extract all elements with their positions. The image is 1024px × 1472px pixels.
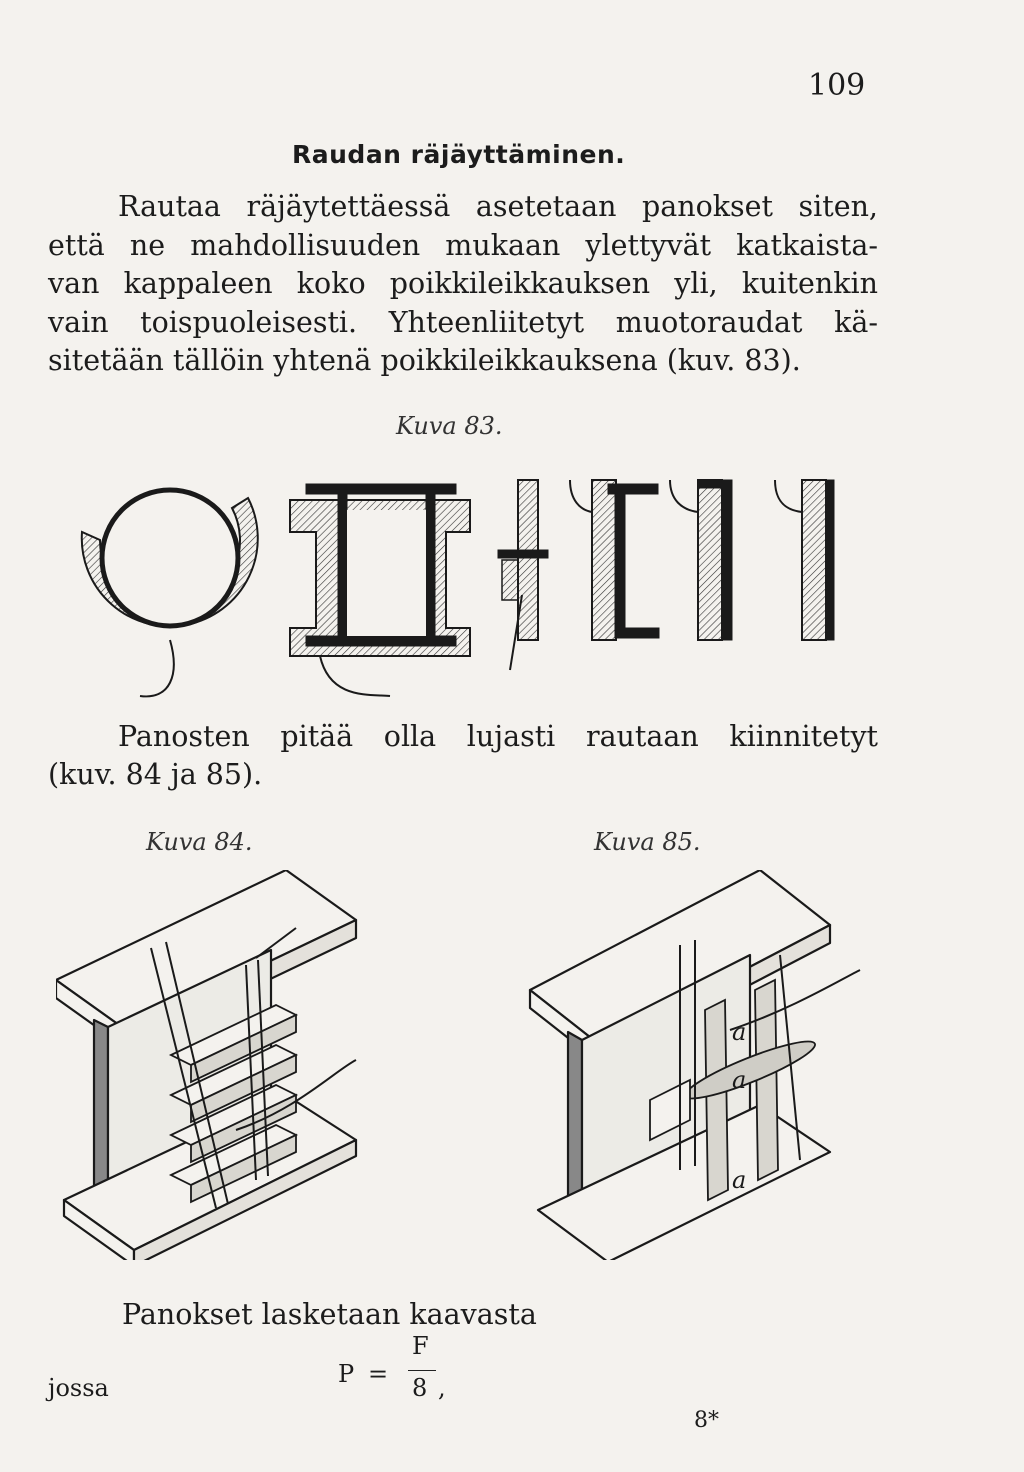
figure-85-illustration: [500, 870, 870, 1260]
i-beam-section: [570, 480, 659, 640]
figure-84-illustration: [56, 870, 376, 1260]
paragraph-1-line: vain toispuoleisesti. Yhteenliitetyt muotoraudat kä-: [48, 305, 878, 339]
figure-84-caption: Kuva 84.: [146, 828, 253, 856]
flat-bar-joint-section: [498, 480, 548, 670]
paragraph-1-line: Rautaa räjäytettäessä asetetaan panokset siten,: [118, 190, 878, 223]
label-a: a: [732, 1018, 747, 1046]
section-heading: Raudan räjäyttäminen.: [292, 140, 626, 169]
paragraph-1: [48, 188, 878, 381]
formula-lhs: P: [338, 1360, 355, 1388]
paragraph-2-line: (kuv. 84 ja 85).: [48, 758, 263, 791]
round-bar-section: [82, 490, 258, 696]
figure-85-caption: Kuva 85.: [594, 828, 701, 856]
paragraph-3: Panokset lasketaan kaavasta: [122, 1298, 537, 1331]
page-number: 109: [808, 68, 866, 103]
label-a: a: [732, 1066, 747, 1094]
paragraph-2: [48, 718, 878, 794]
fraction-bar: [408, 1370, 436, 1371]
formula-equals: =: [368, 1360, 389, 1388]
channel-section: [670, 480, 732, 640]
formula-denominator: 8: [412, 1374, 428, 1402]
angle-section: [775, 480, 834, 640]
paragraph-1-line: van kappaleen koko poikkileikkauksen yli, kuitenkin: [48, 267, 878, 300]
paragraph-2-line: Panosten pitää olla lujasti rautaan kiinnitetyt: [118, 720, 878, 753]
figure-83-caption: Kuva 83.: [396, 412, 503, 440]
figure-83-illustration: [70, 460, 850, 720]
formula-numerator: F: [412, 1332, 429, 1360]
signature-mark: 8*: [694, 1408, 719, 1433]
formula-tail: ,: [438, 1374, 446, 1402]
paragraph-1-line: sitetään tällöin yhtenä poikkileikkauksena (kuv. 83).: [48, 344, 801, 377]
jossa-word: jossa: [48, 1374, 109, 1402]
label-a: a: [732, 1166, 747, 1194]
built-up-i-section: [290, 484, 470, 696]
paragraph-1-line: että ne mahdollisuuden mukaan ylettyvät katkaista-: [48, 228, 878, 262]
